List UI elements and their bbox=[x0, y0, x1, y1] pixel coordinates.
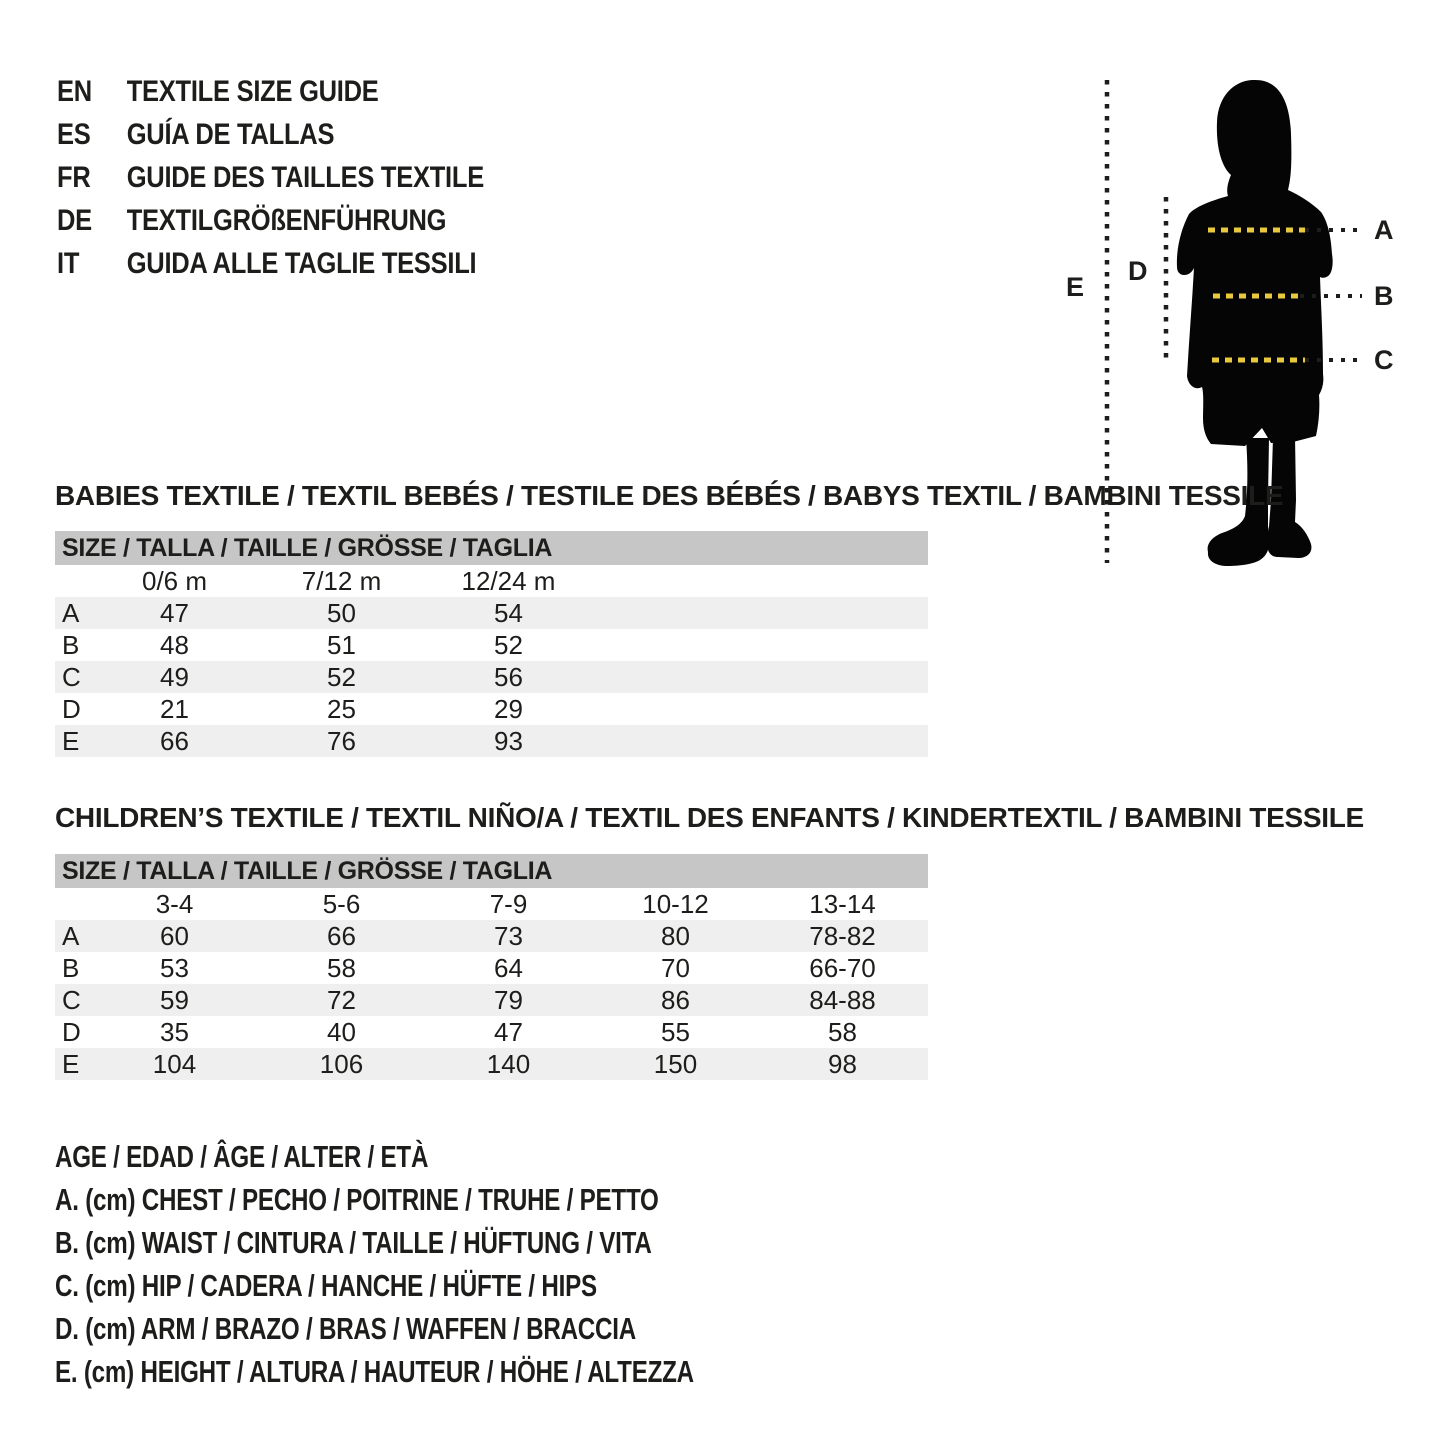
legend-line: AGE / EDAD / ÂGE / ALTER / ETÀ bbox=[55, 1139, 429, 1174]
guide-title: TEXTILE SIZE GUIDE bbox=[126, 75, 379, 108]
size-value: 72 bbox=[327, 985, 356, 1015]
size-value: 79 bbox=[494, 985, 523, 1015]
size-value: 50 bbox=[327, 598, 356, 628]
legend-line: B. (cm) WAIST / CINTURA / TAILLE / HÜFTUNG / VITA bbox=[55, 1225, 652, 1260]
size-value: 76 bbox=[327, 726, 356, 756]
row-label: E bbox=[62, 1049, 80, 1079]
column-header: 7-9 bbox=[489, 889, 528, 919]
size-value: 93 bbox=[494, 726, 523, 756]
table-row bbox=[55, 693, 928, 725]
legend-line: E. (cm) HEIGHT / ALTURA / HAUTEUR / HÖHE / ALTEZZA bbox=[55, 1354, 694, 1389]
guide-title: GUIDA ALLE TAGLIE TESSILI bbox=[126, 247, 477, 280]
language-line bbox=[57, 113, 484, 156]
size-value: 80 bbox=[661, 921, 690, 951]
language-code: ES bbox=[57, 118, 91, 151]
children-size-table bbox=[55, 854, 928, 1080]
row-label: E bbox=[62, 726, 80, 756]
guide-title: GUÍA DE TALLAS bbox=[126, 118, 335, 151]
size-value: 150 bbox=[653, 1049, 698, 1079]
size-value: 56 bbox=[494, 662, 523, 692]
row-label: C bbox=[62, 985, 81, 1015]
size-value: 47 bbox=[160, 598, 189, 628]
legend-line: A. (cm) CHEST / PECHO / POITRINE / TRUHE / PETTO bbox=[55, 1182, 659, 1217]
size-value: 40 bbox=[327, 1017, 356, 1047]
size-value: 66 bbox=[327, 921, 356, 951]
table-row bbox=[55, 597, 928, 629]
column-header: 12/24 m bbox=[461, 566, 556, 596]
size-value: 58 bbox=[828, 1017, 857, 1047]
language-line bbox=[57, 199, 484, 242]
language-code: IT bbox=[57, 247, 80, 280]
table-row bbox=[55, 984, 928, 1016]
column-header: 0/6 m bbox=[141, 566, 208, 596]
row-label: A bbox=[62, 598, 80, 628]
size-value: 52 bbox=[327, 662, 356, 692]
row-label: A bbox=[62, 921, 80, 951]
size-value: 55 bbox=[661, 1017, 690, 1047]
language-line bbox=[57, 156, 484, 199]
row-label: C bbox=[62, 662, 81, 692]
row-label: B bbox=[62, 630, 80, 660]
column-header: 13-14 bbox=[809, 889, 876, 919]
size-value: 66 bbox=[160, 726, 189, 756]
table-row bbox=[55, 1016, 928, 1048]
babies-size-table bbox=[55, 531, 928, 757]
size-value: 78-82 bbox=[809, 921, 876, 951]
language-code: DE bbox=[57, 204, 92, 237]
size-value: 64 bbox=[494, 953, 523, 983]
language-line bbox=[57, 242, 484, 285]
table-row bbox=[55, 952, 928, 984]
table-header: SIZE / TALLA / TAILLE / GRÖSSE / TAGLIA bbox=[55, 531, 928, 565]
legend-line: C. (cm) HIP / CADERA / HANCHE / HÜFTE / HIPS bbox=[55, 1268, 597, 1303]
table-row bbox=[55, 661, 928, 693]
row-label: B bbox=[62, 953, 80, 983]
size-value: 58 bbox=[327, 953, 356, 983]
size-value: 35 bbox=[160, 1017, 189, 1047]
label-height-E: E bbox=[1066, 272, 1085, 302]
column-header: 5-6 bbox=[322, 889, 361, 919]
label-waist-B: B bbox=[1374, 281, 1394, 311]
table-row bbox=[55, 725, 928, 757]
table-header: SIZE / TALLA / TAILLE / GRÖSSE / TAGLIA bbox=[55, 854, 928, 888]
language-line bbox=[57, 70, 484, 113]
size-value: 29 bbox=[494, 694, 523, 724]
size-value: 84-88 bbox=[809, 985, 876, 1015]
size-value: 70 bbox=[661, 953, 690, 983]
table-row bbox=[55, 629, 928, 661]
label-arm-D: D bbox=[1128, 256, 1148, 286]
size-value: 25 bbox=[327, 694, 356, 724]
size-value: 98 bbox=[828, 1049, 857, 1079]
column-header: 10-12 bbox=[642, 889, 709, 919]
measurement-legend bbox=[55, 1135, 874, 1393]
corner-cell bbox=[55, 565, 91, 597]
row-label: D bbox=[62, 1017, 81, 1047]
size-value: 60 bbox=[160, 921, 189, 951]
language-list bbox=[57, 70, 559, 285]
size-value: 48 bbox=[160, 630, 189, 660]
size-value: 54 bbox=[494, 598, 523, 628]
corner-cell bbox=[55, 888, 91, 920]
column-header-row bbox=[55, 565, 928, 597]
size-value: 52 bbox=[494, 630, 523, 660]
table-row bbox=[55, 920, 928, 952]
column-header-row bbox=[55, 888, 928, 920]
table-row bbox=[55, 1048, 928, 1080]
column-header: 3-4 bbox=[155, 889, 194, 919]
size-value: 51 bbox=[327, 630, 356, 660]
column-header: 7/12 m bbox=[301, 566, 382, 596]
babies-section-title: BABIES TEXTILE / TEXTIL BEBÉS / TESTILE DES BÉBÉS / BABYS TEXTIL / BAMBINI TESSILE bbox=[55, 480, 1284, 511]
size-value: 21 bbox=[160, 694, 189, 724]
children-section-title: CHILDREN’S TEXTILE / TEXTIL NIÑO/A / TEXTIL DES ENFANTS / KINDERTEXTIL / BAMBINI TESSILE bbox=[55, 802, 1364, 833]
size-value: 140 bbox=[486, 1049, 531, 1079]
size-value: 104 bbox=[152, 1049, 197, 1079]
size-value: 49 bbox=[160, 662, 189, 692]
legend-line: D. (cm) ARM / BRAZO / BRAS / WAFFEN / BRACCIA bbox=[55, 1311, 636, 1346]
guide-title: TEXTILGRÖßENFÜHRUNG bbox=[126, 204, 447, 237]
size-value: 86 bbox=[661, 985, 690, 1015]
size-value: 73 bbox=[494, 921, 523, 951]
label-hip-C: C bbox=[1374, 345, 1394, 375]
language-code: FR bbox=[57, 161, 91, 194]
size-value: 53 bbox=[160, 953, 189, 983]
guide-title: GUIDE DES TAILLES TEXTILE bbox=[126, 161, 484, 194]
row-label: D bbox=[62, 694, 81, 724]
label-chest-A: A bbox=[1374, 215, 1394, 245]
language-code: EN bbox=[57, 75, 92, 108]
size-value: 59 bbox=[160, 985, 189, 1015]
size-value: 47 bbox=[494, 1017, 523, 1047]
size-value: 66-70 bbox=[809, 953, 876, 983]
size-value: 106 bbox=[319, 1049, 364, 1079]
